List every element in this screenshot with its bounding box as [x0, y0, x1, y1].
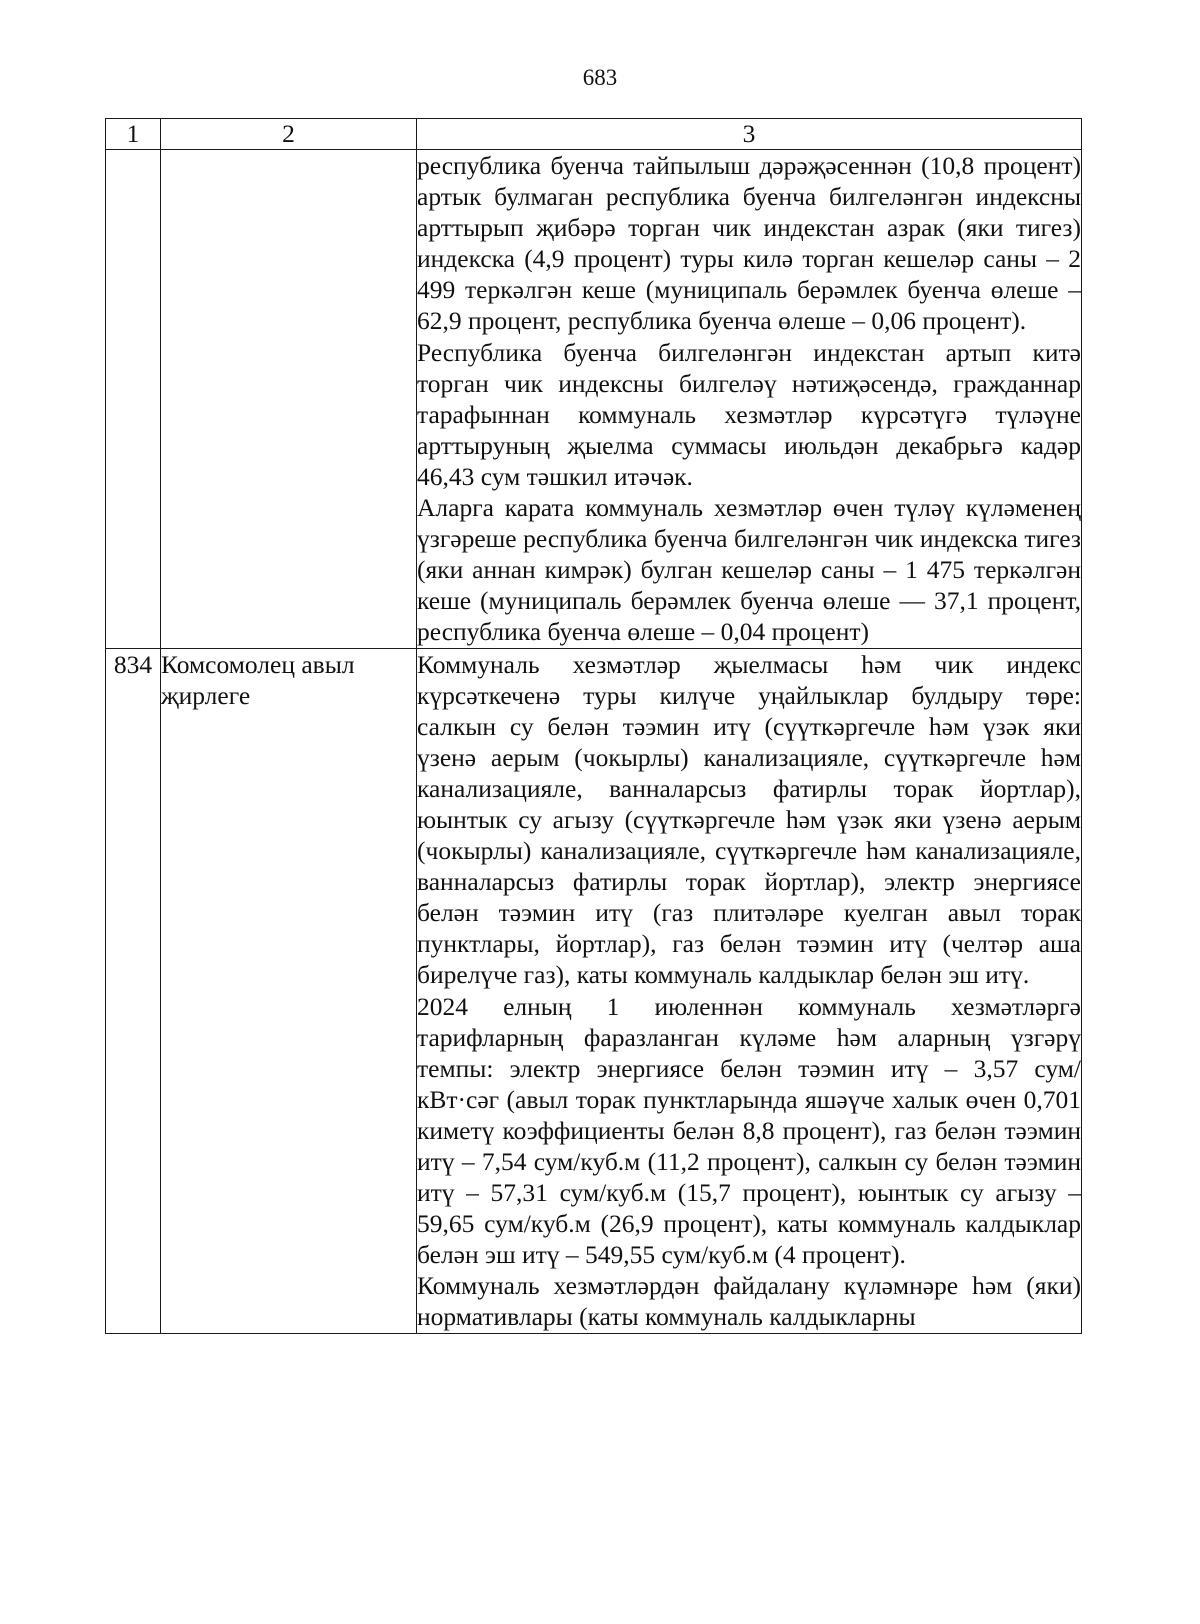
table-header-row [106, 119, 1082, 150]
content-paragraph: республика буенча тайпылыш дәрәҗәсеннән (10,8 процент) артык булмаган республика буенча билгеләнгән индексны арттырып җибәрә торган чик индекстан азрак (яки тигез) индекска (4,9 процент) туры килә торган кешеләр саны – 2 499 теркәлгән кеше (муниципаль берәмлек буенча өлеше – 62,9 процент, республика буенча өлеше – 0,06 процент). [417, 151, 1081, 336]
page-number: 683 [582, 65, 618, 90]
document-table [105, 118, 1082, 1334]
column-header-1: 1 [106, 119, 161, 150]
row-content [417, 648, 1082, 1333]
settlement-name: Комсомолец авыл җирлеге [161, 648, 417, 1333]
content-paragraph: Коммуналь хезмәтләрдән файдалану күләмнәре һәм (яки) нормативлары (каты коммуналь калдыкларны [417, 1271, 1081, 1332]
content-paragraph: Аларга карата коммуналь хезмәтләр өчен түләү күләменең үзгәреше республика буенча билгеләнгән чик индекска тигез (яки аннан кимрәк) булган кешеләр саны – 1 475 теркәлгән кеше (муниципаль берәмлек буенча өлеше — 37,1 процент, республика буенча өлеше – 0,04 процент) [417, 493, 1081, 647]
row-number [106, 150, 161, 649]
table-row [106, 150, 1082, 649]
table-row [106, 648, 1082, 1333]
content-paragraph: Республика буенча билгеләнгән индекстан артып китә торган чик индексны билгеләү нәтиҗәсендә, гражданнар тарафыннан коммуналь хезмәтләр күрсәтүгә түләүне арттыруның җыелма суммасы июльдән декабрьгә кадәр 46,43 сум тәшкил итәчәк. [417, 337, 1081, 491]
column-header-3: 3 [417, 119, 1082, 150]
content-paragraph: Коммуналь хезмәтләр җыелмасы һәм чик индекс күрсәткеченә туры килүче уңайлыклар булдыру төре: салкын су белән тәэмин итү (сүүткәргечле һәм үзәк яки үзенә аерым (чокырлы) канализацияле, сүүткәргечле һәм канализацияле, ванналарсыз фатирлы торак йортлар), юынтык су агызу (сүүткәргечле һәм үзәк яки үзенә аерым (чокырлы) канализацияле, сүүткәргечле һәм канализацияле, ванналарсыз фатирлы торак йортлар), электр энергиясе белән тәэмин итү (газ плитәләре куелган авыл торак пунктлары, йортлар), газ белән тәэмин итү (челтәр аша бирелүче газ), каты коммуналь калдыклар белән эш итү. [417, 649, 1081, 990]
row-number: 834 [106, 648, 161, 1333]
column-header-2: 2 [161, 119, 417, 150]
settlement-name [161, 150, 417, 649]
row-content [417, 150, 1082, 649]
content-paragraph: 2024 елның 1 июленнән коммуналь хезмәтләргә тарифларның фаразланган күләме һәм аларның үзгәрү темпы: электр энергиясе белән тәэмин итү – 3,57 сум/кВт·сәг (авыл торак пунктларында яшәүче халык өчен 0,701 киметү коэффициенты белән 8,8 процент), газ белән тәэмин итү – 7,54 сум/куб.м (11,2 процент), салкын су белән тәэмин итү – 57,31 сум/куб.м (15,7 процент), юынтык су агызу – 59,65 сум/куб.м (26,9 процент), каты коммуналь калдыклар белән эш итү – 549,55 сум/куб.м (4 процент). [417, 991, 1081, 1270]
